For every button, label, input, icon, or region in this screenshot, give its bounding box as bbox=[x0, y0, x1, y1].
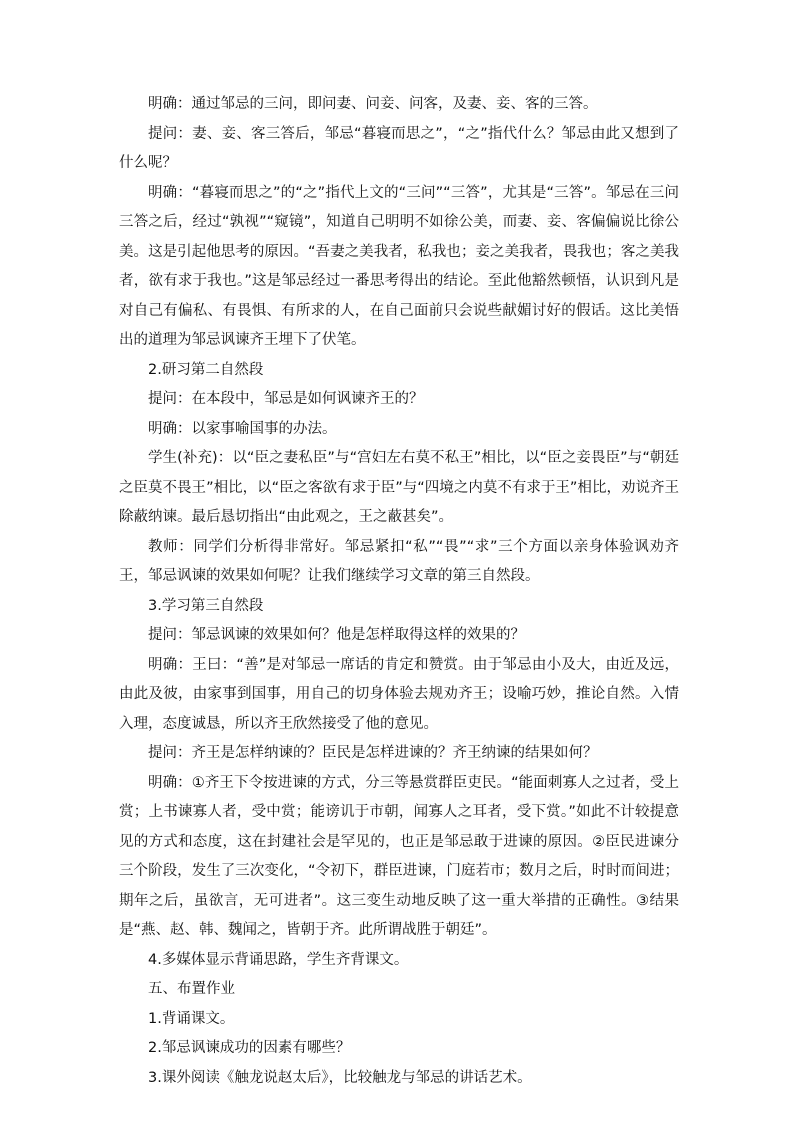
homework-item-3: 3.课外阅读《触龙说赵太后》，比较触龙与邹忌的讲话艺术。 bbox=[148, 1069, 532, 1086]
section-heading-paragraph-2: 2.研习第二自然段 bbox=[148, 361, 264, 378]
student-supplement: 学生(补充)：以“臣之妻私臣”与“宫妇左右莫不私王”相比，以“臣之妾畏臣”与“朝廷之臣莫不畏王”相比，以“臣之客欲有求于臣”与“四境之内莫不有求于王”相比，劝说齐王除蔽纳谏。最后恳切指出“由此观之，王之蔽甚矣”。 bbox=[119, 450, 679, 525]
teacher-comment: 教师：同学们分析得非常好。邹忌紧扣“私”“畏”“求”三个方面以亲身体验讽劝齐王，邹忌讽谏的效果如何呢？让我们继续学习文章的第三自然段。 bbox=[119, 538, 679, 584]
answer-how-king-accepts: 明确：①齐王下令按进谏的方式，分三等悬赏群臣吏民。“能面刺寡人之过者，受上赏；上书谏寡人者，受中赏；能谤讥于市朝，闻寡人之耳者，受下赏。”如此不计较提意见的方式和态度，这在封建社会是罕见的，也正是邹忌敢于进谏的原因。②臣民进谏分三个阶段，发生了三次变化，“令初下，群臣进谏，门庭若市；数月之后，时时而间进；期年之后，虽欲言，无可进者”。这三变生动地反映了这一重大举措的正确性。③结果是“燕、赵、韩、魏闻之，皆朝于齐。此所谓战胜于朝廷”。 bbox=[119, 774, 679, 938]
recitation-step: 4.多媒体显示背诵思路，学生齐背课文。 bbox=[148, 951, 409, 968]
section-heading-homework: 五、布置作业 bbox=[148, 981, 235, 997]
question-what-zhi-refers-to: 提问：妻、妾、客三答后，邹忌“暮寝而思之”，“之”指代什么？邹忌由此又想到了什么呢？ bbox=[119, 125, 679, 171]
question-effect-of-admonition: 提问：邹忌讽谏的效果如何？他是怎样取得这样的效果的？ bbox=[148, 627, 525, 643]
answer-three-questions: 明确：通过邹忌的三问，即问妻、问妾、问客，及妻、妾、客的三答。 bbox=[148, 96, 598, 112]
section-heading-paragraph-3: 3.学习第三自然段 bbox=[148, 597, 264, 614]
question-how-zouji-admonishes: 提问：在本段中，邹忌是如何讽谏齐王的？ bbox=[148, 391, 424, 407]
homework-item-1: 1.背诵课文。 bbox=[148, 1010, 235, 1027]
homework-item-2: 2.邹忌讽谏成功的因素有哪些？ bbox=[148, 1040, 351, 1056]
answer-family-analogy: 明确：以家事喻国事的办法。 bbox=[148, 420, 337, 437]
answer-zhi-explanation: 明确：“暮寝而思之”的“之”指代上文的“三问”“三答”，尤其是“三答”。邹忌在三问三答之后，经过“孰视”“窥镜”，知道自己明明不如徐公美，而妻、妾、客偏偏说比徐公美。这是引起他思考的原因。“吾妻之美我者，私我也；妾之美我者，畏我也；客之美我者，欲有求于我也。”这是邹忌经过一番思考得出的结论。至此他豁然顿悟，认识到凡是对自己有偏私、有畏惧、有所求的人，在自己面前只会说些献媚讨好的假话。这比美悟出的道理为邹忌讽谏齐王埋下了伏笔。 bbox=[119, 184, 679, 348]
question-how-king-accepts: 提问：齐王是怎样纳谏的？臣民是怎样进谏的？齐王纳谏的结果如何？ bbox=[148, 745, 598, 761]
document-body bbox=[119, 90, 679, 1093]
answer-effect-of-admonition: 明确：王曰：“善”是对邹忌一席话的肯定和赞赏。由于邹忌由小及大，由近及远，由此及彼，由家事到国事，用自己的切身体验去规劝齐王；设喻巧妙，推论自然。入情入理，态度诚恳，所以齐王欣然接受了他的意见。 bbox=[119, 656, 679, 732]
